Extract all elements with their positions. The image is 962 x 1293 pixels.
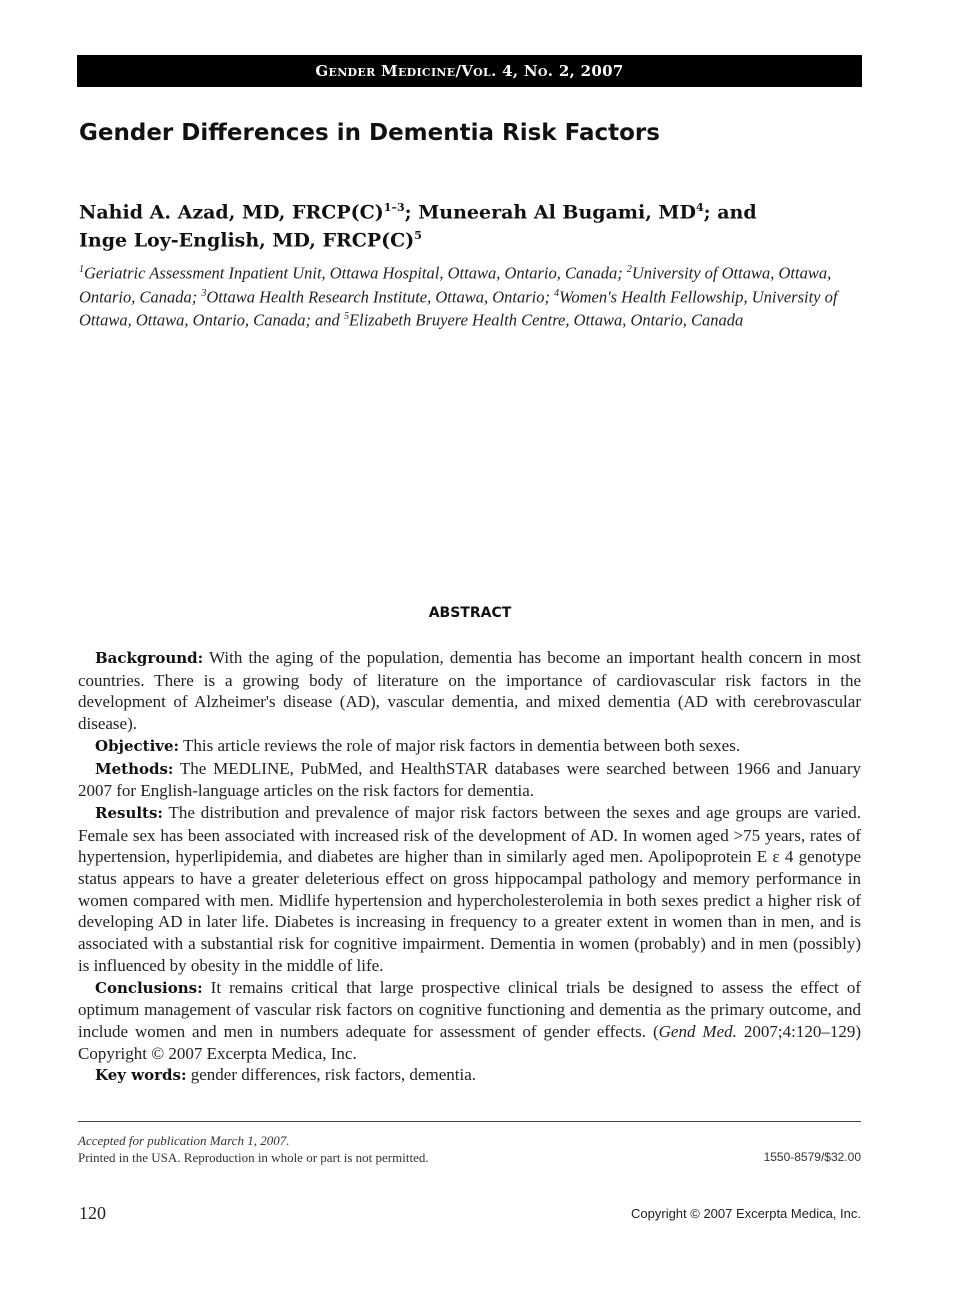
abstract-conclusions [78,977,861,1065]
section-label: Methods: [95,759,174,778]
affiliation-text: University of Ottawa, Ottawa, Ontario, Canada; [79,263,832,306]
affiliation-text: Geriatric Assessment Inpatient Unit, Ottawa Hospital, Ottawa, Ontario, Canada; [84,263,627,283]
abstract-heading: ABSTRACT [428,605,512,621]
section-label: Conclusions: [95,978,203,997]
section-text: It remains critical that large prospective clinical trials be designed to assess the effect of optimum management of vascular risk factors on cognitive functioning and dementia as the primary outcome, and include women and men in numbers adequate for assessment of gender effects. ( [78,977,861,1041]
copyright-notice: Copyright © 2007 Excerpta Medica, Inc. [631,1206,861,1221]
author-list [79,196,859,253]
printed-notice: Printed in the USA. Reproduction in whole or part is not permitted. [78,1150,429,1165]
author-affiliation-mark: 5 [414,229,422,243]
abstract-objective [78,735,861,758]
author-separator: ; and [703,201,757,224]
affiliation-mark: 1 [79,264,84,275]
section-label: Objective: [95,736,180,755]
citation-details: 2007;4:120–129) Copyright © 2007 Excerpta Medica, Inc. [78,1021,862,1063]
author-name: Muneerah Al Bugami, MD [418,201,696,224]
author-name: Nahid A. Azad, MD, FRCP(C) [79,201,384,224]
section-label: Results: [95,803,163,822]
accepted-note [78,1133,861,1149]
affiliation-list [79,260,864,331]
author-affiliation-mark: 1–3 [383,201,405,214]
accepted-date: Accepted for publication March 1, 2007. [78,1133,290,1148]
abstract-body [78,647,861,1087]
citation-journal: Gend Med. [658,1021,737,1041]
affiliation-text: Ottawa Health Research Institute, Ottawa, Ontario; [206,287,555,306]
printed-note [78,1150,861,1166]
affiliation-mark: 2 [626,264,632,275]
affiliation-mark: 3 [201,287,207,299]
page-number: 120 [79,1203,106,1223]
section-text: gender differences, risk factors, dementia. [186,1065,476,1085]
article-title: Gender Differences in Dementia Risk Factors [79,120,660,146]
affiliation-text: Women's Health Fellowship, University of Ottawa, Ottawa, Ontario, Canada; and [79,287,838,330]
journal-banner: Gender Medicine/Vol. 4, No. 2, 2007 [77,55,862,87]
abstract-background [78,647,861,735]
abstract-keywords [78,1064,861,1087]
affiliation-mark: 4 [554,287,560,299]
abstract-methods [78,758,861,802]
section-text: The MEDLINE, PubMed, and HealthSTAR databases were searched between 1966 and January 2007 for English-language articles on the risk factors for dementia. [78,758,861,801]
issn-price: 1550-8579/$32.00 [763,1150,861,1164]
abstract-results [78,802,861,977]
section-text: With the aging of the population, dementia has become an important health concern in most countries. There is a growing body of literature on the importance of cardiovascular risk factors in the development of Alzheimer's disease (AD), vascular dementia, and mixed dementia (AD with cerebrovascular disease). [78,648,861,734]
author-name: Inge Loy-English, MD, FRCP(C) [79,229,415,252]
author-separator: ; [404,201,419,224]
affiliation-mark: 5 [343,311,349,322]
author-affiliation-mark: 4 [695,201,704,214]
section-text: The distribution and prevalence of major risk factors between the sexes and age groups are varied. Female sex has been associated with increased risk of the development of AD. In women aged >75 years, rates of hypertension, hyperlipidemia, and diabetes are higher than in similarly aged men. Apolipoprotein E ε 4 genotype status appears to have a greater deleterious effect on gross hippocampal pathology and memory performance in women compared with men. Midlife hypertension and hypercholesterolemia in both sexes predict a higher risk of developing AD in later life. Diabetes is increasing in frequency to a greater extent in women than in men, and is associated with a substantial risk for cognitive impairment. Dementia in women (probably) and in men (possibly) is influenced by obesity in the middle of life. [78,802,861,975]
footnote-divider [78,1121,861,1122]
affiliation-text: Elizabeth Bruyere Health Centre, Ottawa, Ontario, Canada [348,310,744,330]
section-text: This article reviews the role of major risk factors in dementia between both sexes. [179,735,741,755]
section-label: Background: [95,649,204,667]
section-label: Key words: [95,1066,187,1085]
